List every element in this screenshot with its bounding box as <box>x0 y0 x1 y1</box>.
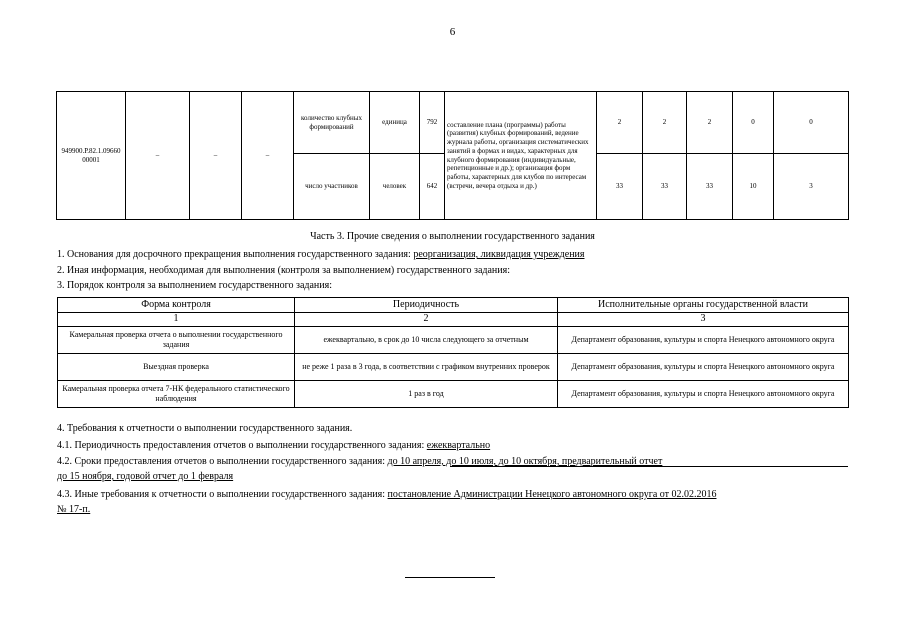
unit-name: человек <box>370 154 420 220</box>
value-cell: 33 <box>597 154 643 220</box>
column-number: 1 <box>58 313 295 327</box>
item1 <box>57 249 585 260</box>
control-form: Камеральная проверка отчета о выполнении государственного задания <box>58 326 295 353</box>
control-form: Выездная проверка <box>58 353 295 380</box>
okei-code: 642 <box>420 154 445 220</box>
table-row <box>58 326 849 353</box>
control-organ: Департамент образования, культуры и спорта Ненецкого автономного округа <box>558 380 849 407</box>
item1-value: реорганизация, ликвидация учреждения <box>413 249 585 260</box>
control-period: ежеквартально, в срок до 10 числа следующего за отчетным <box>295 326 558 353</box>
value-cell: 3 <box>774 154 849 220</box>
indicators-table <box>56 91 849 220</box>
control-organ: Департамент образования, культуры и спорта Ненецкого автономного округа <box>558 326 849 353</box>
unit-name: единица <box>370 92 420 154</box>
item1-label: 1. Основания для досрочного прекращения выполнения государственного задания: <box>57 249 414 260</box>
column-number: 2 <box>295 313 558 327</box>
control-table <box>57 297 849 408</box>
item4-3-value: постановление Администрации Ненецкого автономного округа от 02.02.2016 <box>387 489 717 500</box>
item3: 3. Порядок контроля за выполнением государственного задания: <box>57 280 332 291</box>
service-code: 949900.Р.82.1.09660 00001 <box>57 92 126 220</box>
item4-1-label: 4.1. Периодичность предоставления отчетов о выполнении государственного задания: <box>57 440 427 451</box>
control-organ: Департамент образования, культуры и спорта Ненецкого автономного округа <box>558 353 849 380</box>
item4-2-value: до 10 апреля, до 10 июля, до 10 октября, предварительный отчет <box>387 456 663 467</box>
item4-2-label: 4.2. Сроки предоставления отчетов о выполнении государственного задания: <box>57 456 388 467</box>
page-number: 6 <box>449 26 456 38</box>
item4-3 <box>57 489 717 500</box>
item4-3-label: 4.3. Иные требования к отчетности о выполнении государственного задания: <box>57 489 388 500</box>
dash-cell: – <box>126 92 190 220</box>
dash-cell: – <box>242 92 294 220</box>
item4: 4. Требования к отчетности о выполнении государственного задания. <box>57 423 353 434</box>
okei-code: 792 <box>420 92 445 154</box>
value-cell: 0 <box>733 92 774 154</box>
part3-title: Часть 3. Прочие сведения о выполнении государственного задания <box>310 231 595 242</box>
value-cell: 2 <box>597 92 643 154</box>
column-number: 3 <box>558 313 849 327</box>
item2: 2. Иная информация, необходимая для выполнения (контроля за выполнением) государственного задания: <box>57 265 511 276</box>
item4-1-value: ежеквартально <box>426 440 491 451</box>
value-cell: 2 <box>687 92 733 154</box>
column-header: Периодичность <box>295 298 558 313</box>
work-description: составление плана (программы) работы (развития) клубных формирований, ведение журнала работы, организация систематических занятий в формах и видах, характерных для клубного формирования (индивидуальные, репетиционные и др.); организация форм работы, характерных для клубов по интересам (встречи, вечера отдыха и др.) <box>445 92 597 220</box>
indicator-name: число участников <box>294 154 370 220</box>
footnote-separator <box>405 577 495 578</box>
table-row <box>58 380 849 407</box>
indicator-name: количество клубных формирований <box>294 92 370 154</box>
control-period: не реже 1 раза в 3 года, в соответствии с графиком внутренних проверок <box>295 353 558 380</box>
value-cell: 10 <box>733 154 774 220</box>
control-form: Камеральная проверка отчета 7-НК федерального статистического наблюдения <box>58 380 295 407</box>
table-row <box>58 353 849 380</box>
value-cell: 33 <box>687 154 733 220</box>
value-cell: 0 <box>774 92 849 154</box>
column-number-row <box>58 313 849 327</box>
value-cell: 33 <box>643 154 687 220</box>
column-header: Исполнительные органы государственной власти <box>558 298 849 313</box>
control-period: 1 раз в год <box>295 380 558 407</box>
item4-2-continuation: до 15 ноября, годовой отчет до 1 февраля <box>57 471 234 482</box>
item4-1 <box>57 440 490 451</box>
table-header-row <box>58 298 849 313</box>
column-header: Форма контроля <box>58 298 295 313</box>
underline-rule <box>450 466 848 467</box>
value-cell: 2 <box>643 92 687 154</box>
table-row <box>57 92 849 154</box>
item4-3-continuation: № 17-п. <box>57 504 91 515</box>
dash-cell: – <box>190 92 242 220</box>
